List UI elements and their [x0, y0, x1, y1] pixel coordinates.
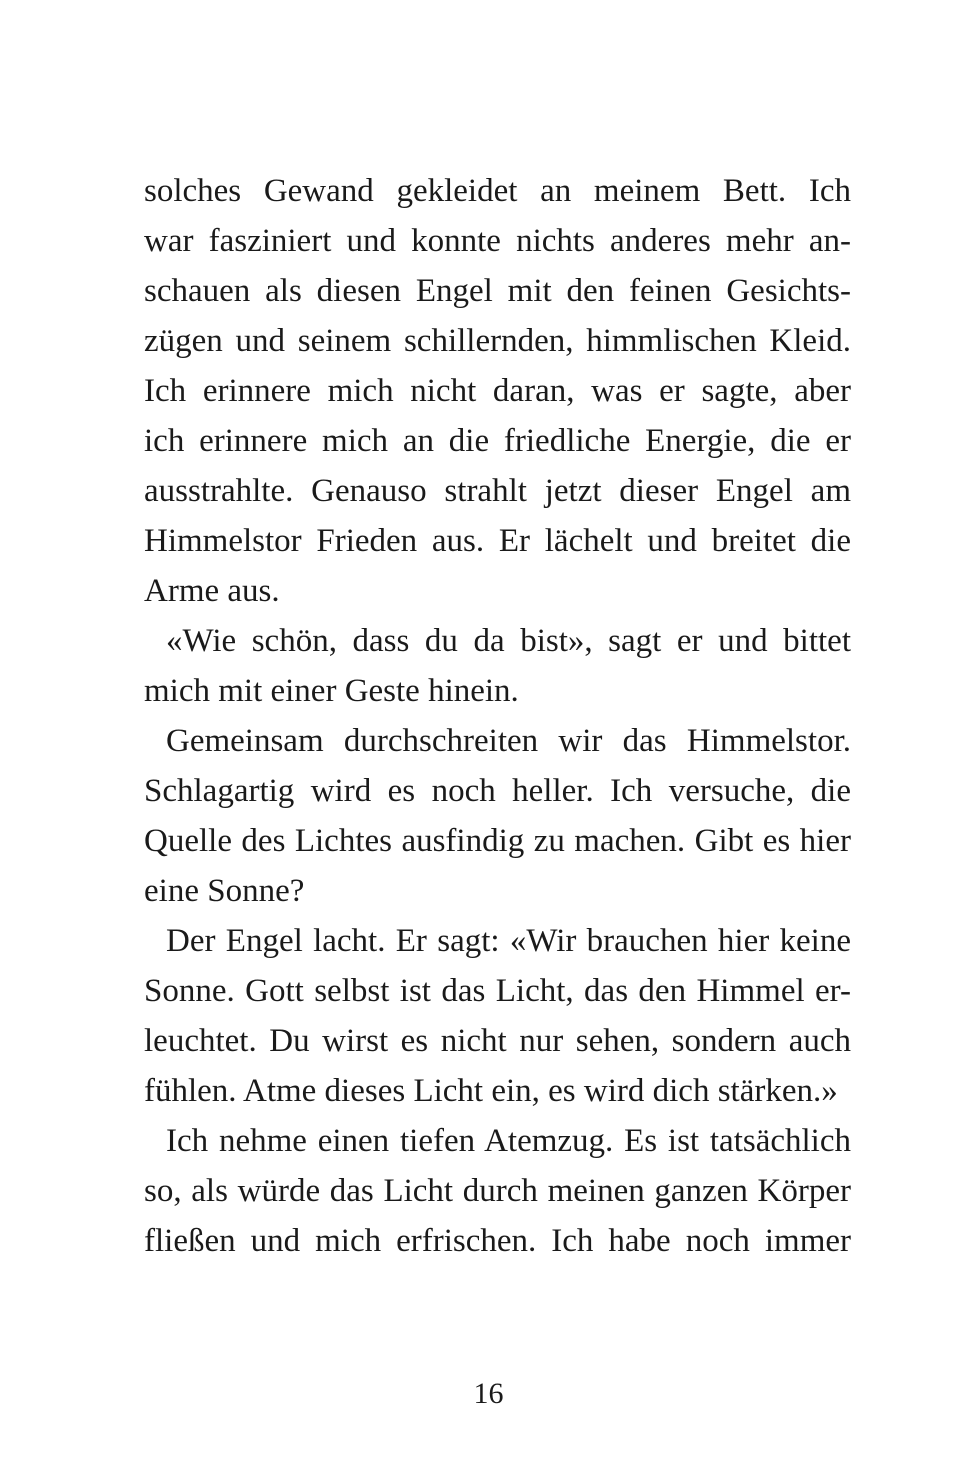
page-number: 16	[473, 1377, 504, 1410]
text-line: Sonne. Gott selbst ist das Licht, das den Himmel er-	[144, 973, 851, 1009]
text-line: Schlagartig wird es noch heller. Ich versuche, die	[144, 773, 851, 809]
text-line: war fasziniert und konnte nichts anderes mehr an-	[144, 223, 851, 259]
text-line: ich erinnere mich an die friedliche Energie, die er	[144, 423, 851, 459]
text-line: solches Gewand gekleidet an meinem Bett. Ich	[144, 173, 851, 209]
text-line: mich mit einer Geste hinein.	[144, 673, 519, 709]
text-line: fließen und mich erfrischen. Ich habe noch immer	[144, 1223, 851, 1259]
text-line: leuchtet. Du wirst es nicht nur sehen, sondern auch	[144, 1023, 851, 1059]
text-line: fühlen. Atme dieses Licht ein, es wird dich stärken.»	[144, 1073, 838, 1109]
text-line: Der Engel lacht. Er sagt: «Wir brauchen hier keine	[166, 923, 851, 959]
text-line: Arme aus.	[144, 573, 280, 609]
text-line: Gemeinsam durchschreiten wir das Himmelstor.	[166, 723, 851, 759]
text-line: «Wie schön, dass du da bist», sagt er und bittet	[166, 623, 851, 659]
text-line: zügen und seinem schillernden, himmlischen Kleid.	[144, 323, 851, 359]
text-line: Quelle des Lichtes ausfindig zu machen. Gibt es hier	[144, 823, 851, 859]
text-line: so, als würde das Licht durch meinen ganzen Körper	[144, 1173, 851, 1209]
text-line: Ich erinnere mich nicht daran, was er sagte, aber	[144, 373, 851, 409]
text-line: schauen als diesen Engel mit den feinen Gesichts-	[144, 273, 851, 309]
body-text	[144, 166, 851, 1266]
text-line: Ich nehme einen tiefen Atemzug. Es ist tatsächlich	[166, 1123, 851, 1159]
text-line: ausstrahlte. Genauso strahlt jetzt dieser Engel am	[144, 473, 851, 509]
text-line: Himmelstor Frieden aus. Er lächelt und breitet die	[144, 523, 851, 559]
text-line: eine Sonne?	[144, 873, 305, 909]
